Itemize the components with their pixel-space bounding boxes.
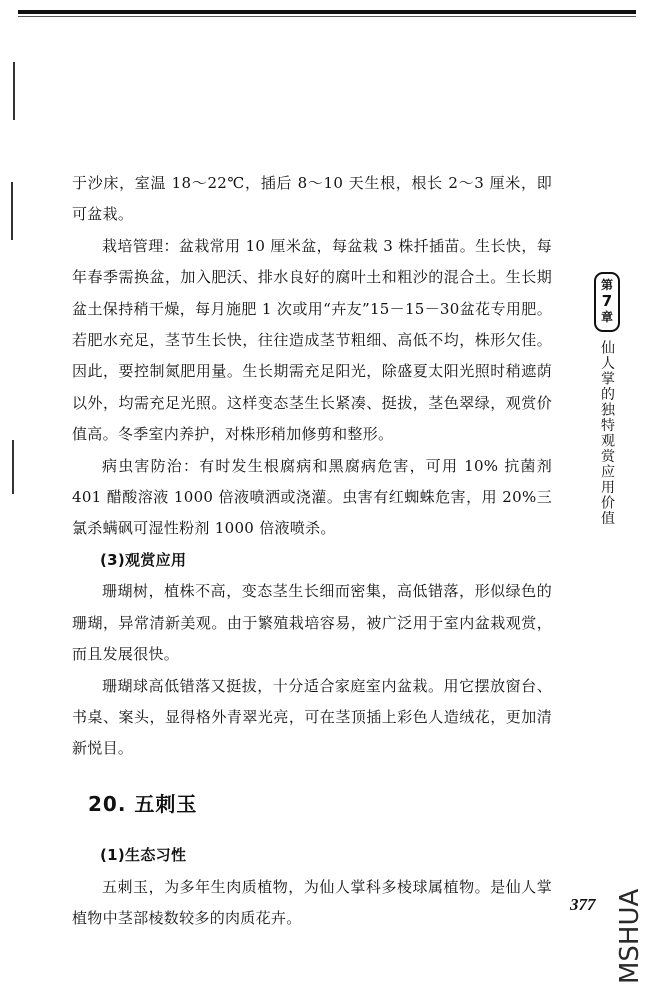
chapter-suffix: 章	[600, 310, 613, 324]
paragraph: 于沙床，室温 18～22℃，插后 8～10 天生根，根长 2～3 厘米，即可盆栽。	[72, 174, 552, 224]
header-rule	[18, 10, 636, 14]
paragraph: 栽培管理：盆栽常用 10 厘米盆，每盆栽 3 株扦插苗。生长快，每年春季需换盆，加入肥沃、排水良好的腐叶土和粗沙的混合土。生长期盆土保持稍干燥，每月施肥 1 次或用“卉友”15－15－30盆花专用肥。若肥水充足，茎节生长快，往往造成茎节粗细、高低不均，株形欠佳。因此，要控制氮肥用量。生长期需充足阳光，除盛夏太阳光照时稍遮荫以外，均需充足光照。这样变态茎生长紧凑、挺拔，茎色翠绿，观赏价值高。冬季室内养护，对株形稍加修剪和整形。	[72, 236, 552, 444]
section-title: 20. 五刺玉	[88, 791, 198, 816]
paragraph: 病虫害防治：有时发生根腐病和黑腐病危害，可用 10% 抗菌剂 401 醋酸溶液 1000 倍液喷洒或浇灌。虫害有红蜘蛛危害，用 20%三氯杀螨砜可湿性粉剂 1000 倍液喷杀。	[72, 456, 552, 538]
chapter-number: 7	[601, 292, 613, 310]
scan-margin-line	[12, 440, 14, 494]
scan-margin-line	[13, 62, 15, 120]
page-number: 377	[570, 895, 596, 914]
paragraph: 珊瑚球高低错落又挺拔，十分适合家庭室内盆栽。用它摆放窗台、书桌、案头，显得格外青翠光亮，可在茎顶插上彩色人造绒花，更加清新悦目。	[72, 676, 552, 758]
paragraph: 珊瑚树，植株不高，变态茎生长细而密集，高低错落，形似绿色的珊瑚，异常清新美观。由于繁殖栽培容易，被广泛用于室内盆栽观赏，而且发展很快。	[72, 582, 552, 664]
chapter-title: 仙人掌的独特观赏应用价值	[599, 340, 615, 526]
main-text	[72, 168, 552, 934]
subheading: (3)观赏应用	[100, 550, 187, 569]
subheading: (1)生态习性	[100, 846, 187, 865]
chapter-tab	[594, 272, 620, 526]
watermark: MSHUA	[615, 888, 645, 984]
chapter-prefix: 第	[600, 278, 613, 292]
chapter-badge	[594, 272, 620, 332]
paragraph: 五刺玉，为多年生肉质植物，为仙人掌科多棱球属植物。是仙人掌植物中茎部棱数较多的肉质花卉。	[72, 877, 552, 927]
header-rule-thin	[18, 16, 636, 17]
scan-margin-line	[11, 182, 13, 240]
